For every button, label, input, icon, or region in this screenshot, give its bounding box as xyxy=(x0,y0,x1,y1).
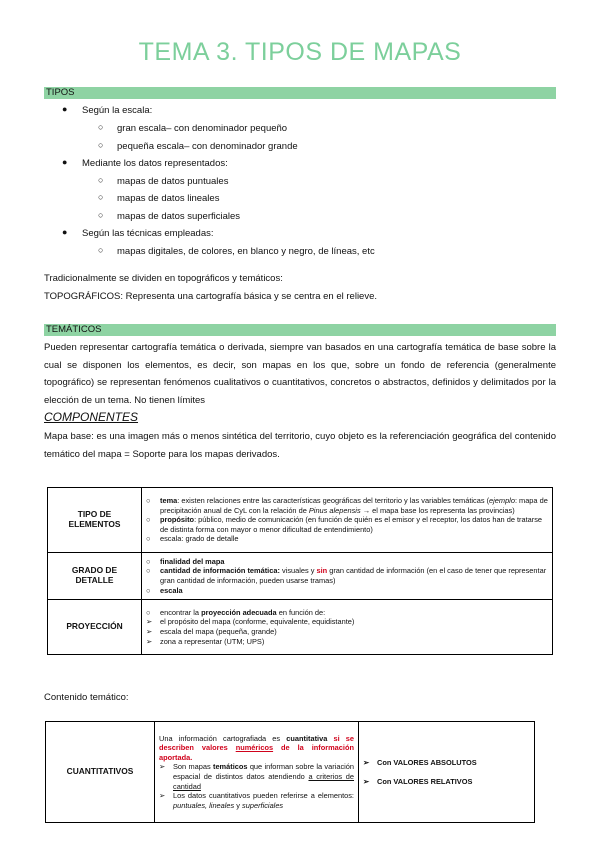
list-item: Según la escala: xyxy=(82,105,153,116)
table-row xyxy=(48,488,553,553)
circle-bullet-icon: ○ xyxy=(146,607,151,617)
list-item: Según las técnicas empleadas: xyxy=(82,228,214,239)
table-row-header: PROYECCIÓN xyxy=(48,600,142,655)
paragraph: Pueden representar cartografía temática o derivada, siempre van basados en una cartografía temática de base sobre la cual se disponen los elementos, es decir, son mapas en los que, sobre un fondo de referencia (generalmente topográfico) se representan fenómenos cualitativos o cuantitativos, concretos o abstractos, definidos y delimitados por la elección de un tema. No tienen límites xyxy=(44,342,556,406)
arrow-bullet-icon: ➢ xyxy=(159,762,166,772)
circle-bullet-icon: ○ xyxy=(98,210,104,220)
list-item: mapas de datos superficiales xyxy=(117,211,241,222)
circle-bullet-icon: ○ xyxy=(146,585,151,595)
circle-bullet-icon: ○ xyxy=(146,534,151,544)
table-cell: Una información cartografiada es cuantitativa si se describen valores numéricos de la información aportada. ➢ Son mapas temáticos que informan sobre la variación espacial de distintos datos atendiendo a criterios de cantidad ➢ Los datos cuantitativos pueden referirse a elementos: puntuales, lineales y superficiales xyxy=(155,722,359,823)
bullet-icon: ● xyxy=(62,157,68,167)
arrow-bullet-icon: ➢ xyxy=(146,636,153,646)
label-contenido: Contenido temático: xyxy=(44,692,129,703)
list-item: mapas de datos lineales xyxy=(117,193,220,204)
subheading-componentes: COMPONENTES xyxy=(44,410,139,424)
paragraph: Tradicionalmente se dividen en topográficos y temáticos: xyxy=(44,273,283,284)
table-row xyxy=(48,553,553,600)
circle-bullet-icon: ○ xyxy=(146,566,151,576)
table-row-header: CUANTITATIVOS xyxy=(46,722,155,823)
table-row-header: GRADO DE DETALLE xyxy=(48,553,142,600)
circle-bullet-icon: ○ xyxy=(98,245,104,255)
circle-bullet-icon: ○ xyxy=(98,140,104,150)
paragraph: TOPOGRÁFICOS: Representa una cartografía básica y se centra en el relieve. xyxy=(44,291,378,302)
arrow-bullet-icon: ➢ xyxy=(146,627,153,636)
circle-bullet-icon: ○ xyxy=(146,556,151,566)
circle-bullet-icon: ○ xyxy=(146,515,151,525)
table-cell: ○ finalidad del mapa ○ cantidad de información temática: visuales y sin gran cantidad de información (en el caso de tener que representar gran cantidad de información, pueden usarse tramas) ○ escala xyxy=(142,553,553,600)
arrow-bullet-icon: ➢ xyxy=(159,791,166,801)
components-table xyxy=(47,487,553,655)
list-item: mapas digitales, de colores, en blanco y negro, de líneas, etc xyxy=(117,246,375,257)
circle-bullet-icon: ○ xyxy=(98,122,104,132)
table-cell: ➢ Con VALORES ABSOLUTOS ➢ Con VALORES RELATIVOS xyxy=(359,722,535,823)
list-item: gran escala– con denominador pequeño xyxy=(117,123,288,134)
circle-bullet-icon: ○ xyxy=(98,175,104,185)
section-heading-tematicos: TEMÁTICOS xyxy=(44,324,556,336)
table-cell: ○ encontrar la proyección adecuada en función de: ➢ el propósito del mapa (conforme, equivalente, equidistante) ➢ escala del mapa (pequeña, grande) ➢ zona a representar (UTM; UPS) xyxy=(142,600,553,655)
list-item: Mediante los datos representados: xyxy=(82,158,228,169)
table-row xyxy=(48,600,553,655)
list-item: pequeña escala– con denominador grande xyxy=(117,141,298,152)
table-row xyxy=(46,722,535,823)
bullet-icon: ● xyxy=(62,227,68,237)
arrow-bullet-icon: ➢ xyxy=(363,776,370,786)
table-row-header: TIPO DE ELEMENTOS xyxy=(48,488,142,553)
arrow-bullet-icon: ➢ xyxy=(146,617,153,627)
paragraph: Mapa base: es una imagen más o menos sintética del territorio, cuyo objeto es la referenciación geográfica del contenido temático del mapa = Soporte para los mapas derivados. xyxy=(44,431,556,460)
section-heading-tipos: TIPOS xyxy=(44,87,556,99)
contenido-table xyxy=(45,721,535,823)
circle-bullet-icon: ○ xyxy=(98,192,104,202)
arrow-bullet-icon: ➢ xyxy=(363,757,370,767)
table-cell: ○ tema: existen relaciones entre las características geográficas del territorio y las variables temáticas (ejemplo: mapa de precipitación anual de CyL con la relación de Pinus alepensis → el mapa base los representa las provincias) ○ propósito: público, medio de comunicación (en función de quién es el emisor y el receptor, los datos han de tratarse de distinta forma con mayor o menor dificultad de entendimiento) ○ escala: grado de detalle xyxy=(142,488,553,553)
page-title: TEMA 3. TIPOS DE MAPAS xyxy=(138,38,462,66)
list-item: mapas de datos puntuales xyxy=(117,176,229,187)
bullet-icon: ● xyxy=(62,104,68,114)
circle-bullet-icon: ○ xyxy=(146,496,151,506)
